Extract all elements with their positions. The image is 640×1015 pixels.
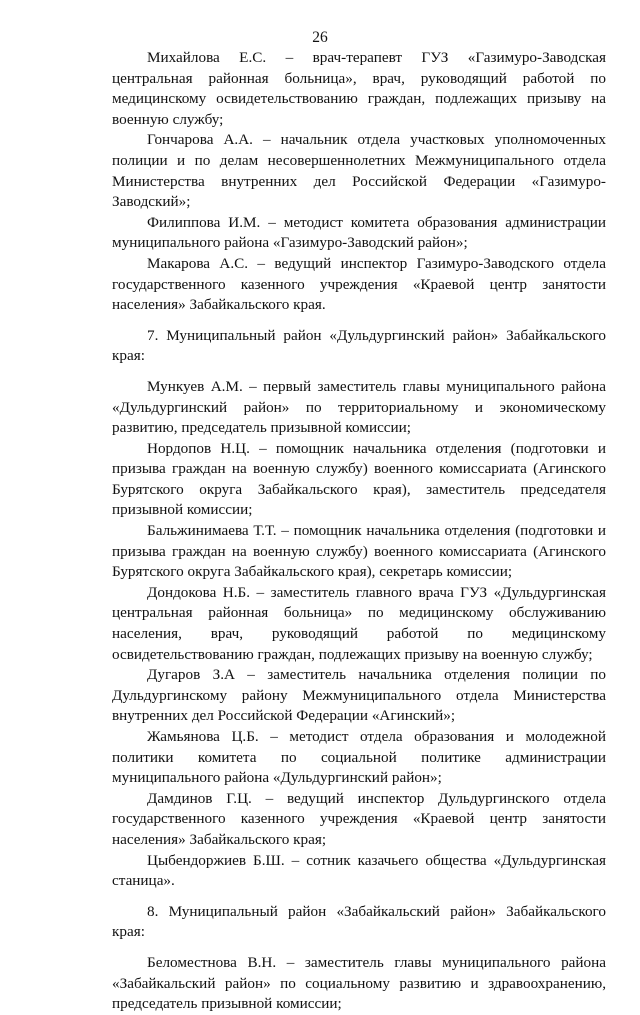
section-heading: 7. Муниципальный район «Дульдургинский район» Забайкальского края: <box>112 326 606 365</box>
paragraph: Гончарова А.А. – начальник отдела участковых уполномоченных полиции и по делам несовершеннолетних Межмуниципального отдела Министерства внутренних дел Российской Федерации «Газимуро-Заводский»; <box>112 131 606 211</box>
paragraph: Дугаров З.А – заместитель начальника отделения полиции по Дульдургинскому району Межмуниципального отдела Министерства внутренних дел Российской Федерации «Агинский»; <box>112 666 606 725</box>
paragraph: Дамдинов Г.Ц. – ведущий инспектор Дульдургинского отдела государственного казенного учреждения «Краевой центр занятости населения» Забайкальского края; <box>112 789 606 848</box>
paragraph: Нордопов Н.Ц. – помощник начальника отделения (подготовки и призыва граждан на военную службу) военного комиссариата (Агинского Бурятского округа Забайкальского края), заместитель председателя призывной комиссии; <box>112 439 606 519</box>
paragraph: Дондокова Н.Б. – заместитель главного врача ГУЗ «Дульдургинская центральная районная больница» по медицинскому обслуживанию населения, врач, руководящий работой по медицинскому освидетельствованию граждан, подлежащих призыву на военную службу; <box>112 583 606 663</box>
paragraph: Филиппова И.М. – методист комитета образования администрации муниципального района «Газимуро-Заводский район»; <box>112 213 606 252</box>
paragraph: Михайлова Е.С. – врач-терапевт ГУЗ «Газимуро-Заводская центральная районная больница», врач, руководящий работой по медицинскому освидетельствованию граждан, подлежащих призыву на военную службу; <box>112 49 606 128</box>
paragraph: Беломестнова В.Н. – заместитель главы муниципального района «Забайкальский район» по социальному развитию и здравоохранению, председатель призывной комиссии; <box>112 953 606 1013</box>
document-body <box>112 48 606 1015</box>
paragraph: Жамьянова Ц.Б. – методист отдела образования и молодежной политики комитета по социальной политике администрации муниципального района «Дульдургинский район»; <box>112 728 606 787</box>
paragraph: Цыбендоржиев Б.Ш. – сотник казачьего общества «Дульдургинская станица». <box>112 851 606 890</box>
page-number: 26 <box>312 29 328 46</box>
paragraph: Мункуев А.М. – первый заместитель главы муниципального района «Дульдургинский район» по территориальному и экономическому развитию, председатель призывной комиссии; <box>112 377 606 437</box>
section-heading: 8. Муниципальный район «Забайкальский район» Забайкальского края: <box>112 902 606 941</box>
paragraph: Макарова А.С. – ведущий инспектор Газимуро-Заводского отдела государственного казенного учреждения «Краевой центр занятости населения» Забайкальского края. <box>112 254 606 314</box>
paragraph: Бальжинимаева Т.Т. – помощник начальника отделения (подготовки и призыва граждан на военную службу) военного комиссариата (Агинского Бурятского округа Забайкальского края), секретарь комиссии; <box>112 522 606 581</box>
